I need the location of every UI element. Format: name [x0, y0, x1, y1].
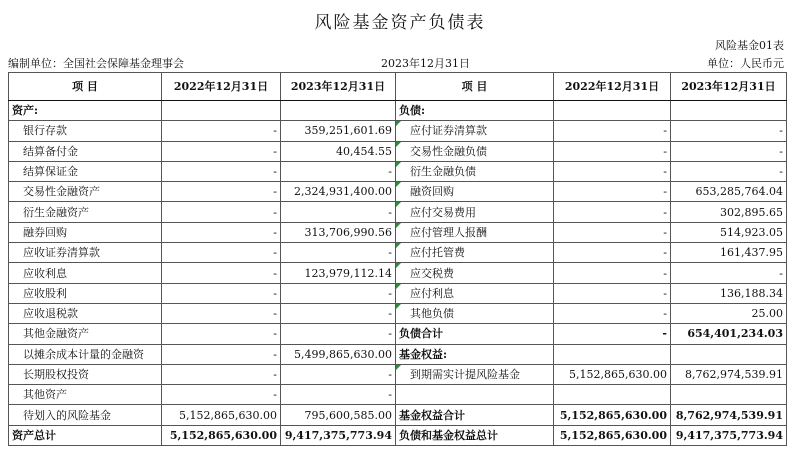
asset-value-2022: - [162, 303, 281, 323]
table-row [9, 263, 787, 283]
liability-item-name: 基金权益: [396, 344, 554, 364]
asset-item-name: 资产: [9, 101, 162, 121]
asset-value-2023 [281, 101, 396, 121]
balance-sheet-table [8, 72, 787, 446]
preparing-unit: 编制单位：全国社会保障基金理事会 [8, 57, 184, 70]
liability-value-2023: 8,762,974,539.91 [671, 364, 787, 384]
asset-value-2022: - [162, 141, 281, 161]
asset-value-2023: 123,979,112.14 [281, 263, 396, 283]
asset-value-2023: - [281, 324, 396, 344]
table-row [9, 222, 787, 242]
header-2022-assets: 2022年12月31日 [162, 73, 281, 101]
table-row [9, 161, 787, 181]
liability-item-name: 应付交易费用 [396, 202, 554, 222]
asset-value-2022: - [162, 222, 281, 242]
liability-item-name: 负债: [396, 101, 554, 121]
asset-value-2022 [162, 101, 281, 121]
liability-value-2023: 161,437.95 [671, 243, 787, 263]
liability-value-2022: 5,152,865,630.00 [554, 364, 671, 384]
asset-value-2022: - [162, 121, 281, 141]
liability-item-name: 融资回购 [396, 182, 554, 202]
header-item-liabilities: 项 目 [396, 73, 554, 101]
table-row [9, 243, 787, 263]
asset-value-2023: 40,454.55 [281, 141, 396, 161]
liability-value-2023: - [671, 263, 787, 283]
liability-item-name: 衍生金融负债 [396, 161, 554, 181]
asset-item-name: 衍生金融资产 [9, 202, 162, 222]
asset-item-name: 融券回购 [9, 222, 162, 242]
asset-value-2022: - [162, 182, 281, 202]
liability-value-2022: - [554, 303, 671, 323]
table-row [9, 324, 787, 344]
table-row [9, 283, 787, 303]
liability-value-2022: - [554, 243, 671, 263]
liability-value-2023: 514,923.05 [671, 222, 787, 242]
liability-item-name: 其他负债 [396, 303, 554, 323]
asset-value-2023: - [281, 364, 396, 384]
liability-value-2022: - [554, 161, 671, 181]
liability-item-name: 应付托管费 [396, 243, 554, 263]
liability-item-name: 应付管理人报酬 [396, 222, 554, 242]
liability-item-name [396, 385, 554, 405]
asset-item-name: 其他资产 [9, 385, 162, 405]
asset-item-name: 待划入的风险基金 [9, 405, 162, 425]
liability-value-2023: 8,762,974,539.91 [671, 405, 787, 425]
liability-item-name: 基金权益合计 [396, 405, 554, 425]
asset-value-2023: 5,499,865,630.00 [281, 344, 396, 364]
asset-value-2023: - [281, 243, 396, 263]
asset-value-2023: - [281, 202, 396, 222]
asset-item-name: 其他金融资产 [9, 324, 162, 344]
liability-value-2023: - [671, 121, 787, 141]
liability-value-2022 [554, 344, 671, 364]
liability-value-2023: - [671, 161, 787, 181]
asset-value-2022: 5,152,865,630.00 [162, 405, 281, 425]
asset-value-2023: - [281, 283, 396, 303]
liability-value-2023 [671, 101, 787, 121]
header-item-assets: 项 目 [9, 73, 162, 101]
liability-value-2023: 654,401,234.03 [671, 324, 787, 344]
header-2022-liabilities: 2022年12月31日 [554, 73, 671, 101]
liability-value-2022 [554, 385, 671, 405]
asset-value-2022: - [162, 324, 281, 344]
report-meta [8, 55, 784, 71]
asset-value-2022: - [162, 283, 281, 303]
liability-value-2022: - [554, 121, 671, 141]
liability-item-name: 应付证券清算款 [396, 121, 554, 141]
liability-item-name: 应交税费 [396, 263, 554, 283]
asset-value-2023: 795,600,585.00 [281, 405, 396, 425]
table-row [9, 141, 787, 161]
table-row [9, 364, 787, 384]
liability-value-2022: 5,152,865,630.00 [554, 425, 671, 445]
liability-value-2022: - [554, 263, 671, 283]
liability-item-name: 负债合计 [396, 324, 554, 344]
asset-item-name: 以摊余成本计量的金融资 [9, 344, 162, 364]
asset-value-2023: 2,324,931,400.00 [281, 182, 396, 202]
page-title: 风险基金资产负债表 [314, 13, 486, 33]
asset-value-2022: 5,152,865,630.00 [162, 425, 281, 445]
liability-item-name: 负债和基金权益总计 [396, 425, 554, 445]
asset-value-2022: - [162, 385, 281, 405]
report-date: 2023年12月31日 [381, 57, 470, 70]
asset-value-2023: 9,417,375,773.94 [281, 425, 396, 445]
table-row [9, 182, 787, 202]
asset-value-2023: - [281, 161, 396, 181]
liability-value-2022: 5,152,865,630.00 [554, 405, 671, 425]
asset-item-name: 应收证券清算款 [9, 243, 162, 263]
liability-item-name: 到期需实计提风险基金 [396, 364, 554, 384]
table-row [9, 202, 787, 222]
header-row [9, 73, 787, 101]
asset-value-2022: - [162, 202, 281, 222]
asset-value-2022: - [162, 344, 281, 364]
table-row [9, 385, 787, 405]
liability-value-2023 [671, 385, 787, 405]
liability-value-2023: - [671, 141, 787, 161]
asset-value-2023: 313,706,990.56 [281, 222, 396, 242]
liability-value-2023: 136,188.34 [671, 283, 787, 303]
table-row [9, 344, 787, 364]
asset-value-2023: - [281, 385, 396, 405]
asset-value-2022: - [162, 161, 281, 181]
liability-value-2023: 302,895.65 [671, 202, 787, 222]
liability-item-name: 应付利息 [396, 283, 554, 303]
liability-value-2022: - [554, 202, 671, 222]
currency-unit: 单位：人民币元 [707, 57, 784, 70]
asset-item-name: 交易性金融资产 [9, 182, 162, 202]
table-row [9, 303, 787, 323]
liability-value-2022: - [554, 324, 671, 344]
asset-item-name: 资产总计 [9, 425, 162, 445]
liability-value-2022: - [554, 222, 671, 242]
asset-item-name: 结算备付金 [9, 141, 162, 161]
asset-value-2023: 359,251,601.69 [281, 121, 396, 141]
liability-value-2022: - [554, 182, 671, 202]
asset-item-name: 应收利息 [9, 263, 162, 283]
liability-value-2023 [671, 344, 787, 364]
asset-value-2023: - [281, 303, 396, 323]
liability-value-2023: 25.00 [671, 303, 787, 323]
table-row [9, 121, 787, 141]
asset-item-name: 应收股利 [9, 283, 162, 303]
liability-value-2023: 653,285,764.04 [671, 182, 787, 202]
liability-value-2023: 9,417,375,773.94 [671, 425, 787, 445]
asset-value-2022: - [162, 263, 281, 283]
asset-value-2022: - [162, 243, 281, 263]
balance-sheet-body [9, 101, 787, 446]
header-2023-liabilities: 2023年12月31日 [671, 73, 787, 101]
total-row [9, 425, 787, 445]
asset-item-name: 长期股权投资 [9, 364, 162, 384]
header-2023-assets: 2023年12月31日 [281, 73, 396, 101]
liability-item-name: 交易性金融负债 [396, 141, 554, 161]
asset-item-name: 应收退税款 [9, 303, 162, 323]
liability-value-2022: - [554, 283, 671, 303]
liability-value-2022 [554, 101, 671, 121]
form-number: 风险基金01表 [715, 39, 784, 52]
asset-value-2022: - [162, 364, 281, 384]
asset-item-name: 结算保证金 [9, 161, 162, 181]
liability-value-2022: - [554, 141, 671, 161]
asset-item-name: 银行存款 [9, 121, 162, 141]
table-row [9, 101, 787, 121]
table-row [9, 405, 787, 425]
